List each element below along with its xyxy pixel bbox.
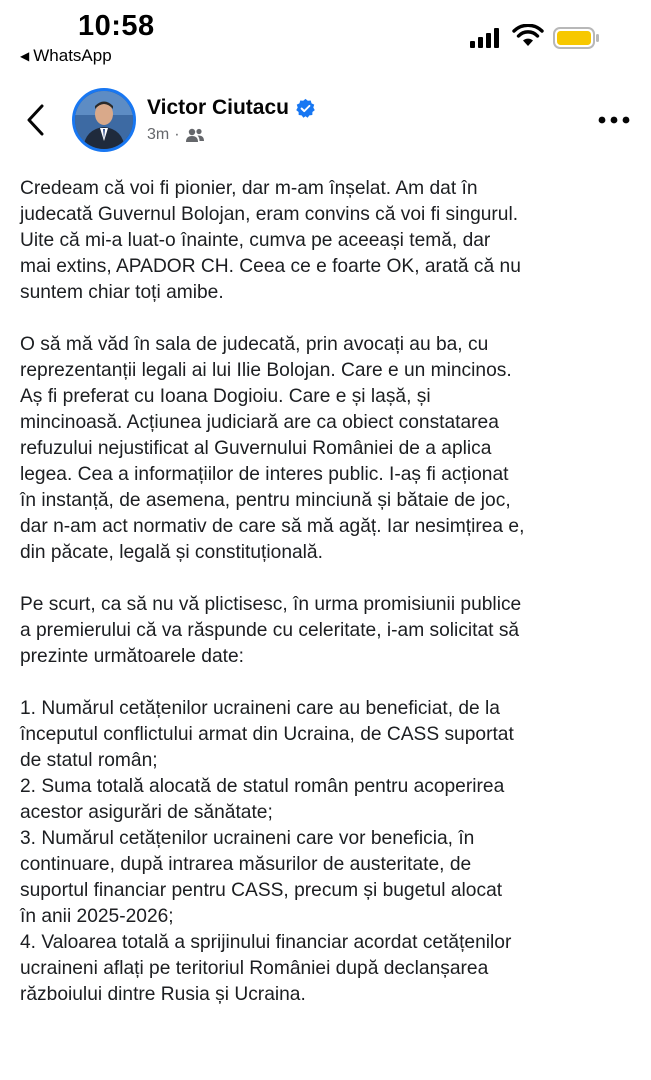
- more-options-icon[interactable]: [597, 114, 631, 126]
- back-to-app-link[interactable]: [20, 46, 112, 66]
- status-bar: [0, 0, 651, 70]
- back-app-label: WhatsApp: [33, 46, 112, 65]
- post-header: [0, 80, 651, 170]
- post-meta: [147, 126, 205, 144]
- wifi-icon: [512, 24, 544, 48]
- post-time[interactable]: 3m: [147, 126, 170, 143]
- post-paragraph-3: Pe scurt, ca să nu vă plictisesc, în urma promisiunii publice a premierului că va răspunde cu celeritate, i-am solicitat să prezinte următoarele date:: [20, 594, 522, 667]
- avatar[interactable]: [72, 88, 136, 152]
- friends-icon[interactable]: [185, 128, 205, 142]
- back-chevron-icon[interactable]: [22, 102, 52, 138]
- cellular-signal-icon: [470, 28, 502, 48]
- author-name-link[interactable]: [147, 96, 316, 120]
- author-name: Victor Ciutacu: [147, 96, 289, 119]
- verified-badge-icon: [295, 98, 316, 119]
- post-paragraph-1: Credeam că voi fi pionier, dar m-am înșelat. Am dat în judecată Guvernul Bolojan, eram convins că voi fi singurul. Uite că mi-a luat-o înainte, cumva pe aceeași temă, dar mai extins, APADOR CH. Ceea ce e foarte OK, arată că nu suntem chiar toți amibe.: [20, 178, 521, 303]
- post-paragraph-2: O să mă văd în sala de judecată, prin avocați au ba, cu reprezentanții legali ai lui Ilie Bolojan. Care e un mincinos. Aș fi preferat cu Ioana Dogioiu. Care e și lașă, și mincinoasă. Acțiunea judiciară are ca obiect constatarea refuzului nejustificat al Guvernului României de a aplica legea. Cea a informațiilor de interes public. I-aș fi acționat în instanță, de asemena, pentru minciună și bătaie de joc, dar n-am act normativ de care să mă agăț. Iar nesimțirea e, din păcate, legală și constituțională.: [20, 334, 525, 563]
- meta-separator: ·: [174, 126, 180, 143]
- profile-photo-icon: [75, 91, 133, 149]
- post-body: [20, 176, 635, 1008]
- post-paragraph-4: 1. Numărul cetățenilor ucraineni care au beneficiat, de la începutul conflictului armat din Ucraina, de CASS suportat de statul român; 2. Suma totală alocată de statul român pentru acoperirea acestor asigurări de sănătate; 3. Numărul cetățenilor ucraineni care vor beneficia, în continuare, după intrarea măsurilor de austeritate, de suportul financiar pentru CASS, precum și bugetul alocat în anii 2025-2026; 4. Valoarea totală a sprijinului financiar acordat cetățenilor ucraineni aflați pe teritoriul României după declanșarea războiului dintre Rusia și Ucraina.: [20, 698, 514, 1005]
- back-triangle-icon: ◀: [20, 49, 30, 63]
- battery-icon: [553, 27, 601, 49]
- clock: 10:58: [78, 10, 155, 42]
